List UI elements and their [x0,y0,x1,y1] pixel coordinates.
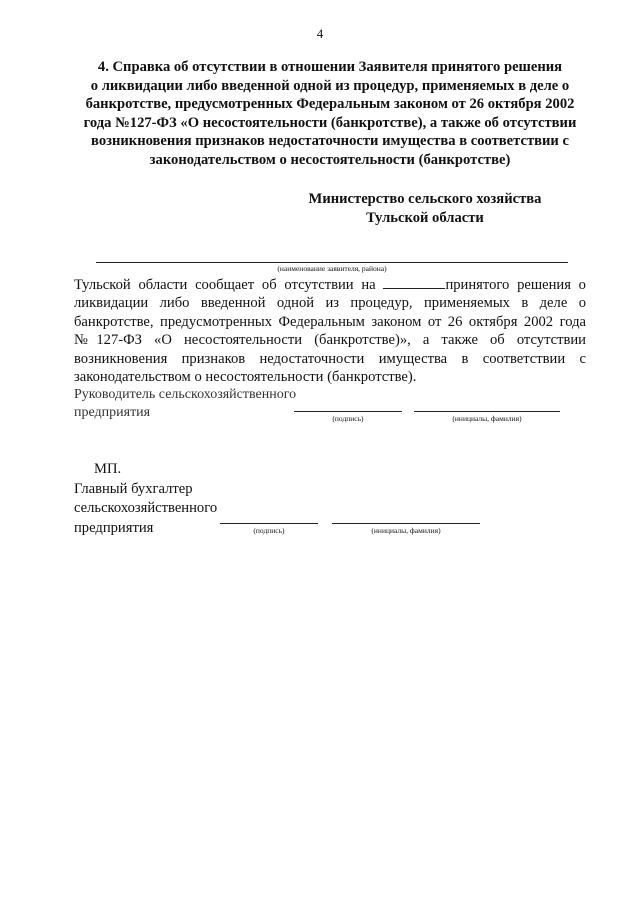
certificate-body [74,276,586,386]
stamp-label: МП. [94,461,122,477]
addressee-line-1: Министерство сельского хозяйства [308,191,542,207]
heading-line: о ликвидации либо введенной одной из процедур, применяемых в деле о [90,77,570,94]
body-text-end: принятого решения о ликвидации либо введенной одной из процедур, применяемых в деле о банкротстве, предусмотренных Федеральным законом от 26 октября 2002 года №127-ФЗ «О несостоятельности (банкротстве)», а также об отсутствии возникновения признаков недостаточности имущества в соответствии с законодательством о несостоятельности (банкротстве). [74,277,586,386]
head-name-caption: (инициалы, фамилия) [452,414,522,423]
accountant-name-caption: (инициалы, фамилия) [371,526,441,535]
document-heading [72,58,588,170]
head-signature-label [74,386,296,422]
heading-line: 4. Справка об отсутствии в отношении Заявителя принятого решения [97,59,563,75]
accountant-signature-caption: (подпись) [253,526,285,535]
heading-line: года №127-ФЗ «О несостоятельности (банкротстве), а также об отсутствии [83,114,577,131]
heading-line: возникновения признаков недостаточности имущества в соответствии с [91,133,569,150]
head-name-line[interactable] [414,411,560,412]
applicant-name-field[interactable] [96,262,568,263]
head-signature-line[interactable] [294,411,402,412]
date-blank-field[interactable] [383,276,445,289]
accountant-name-line[interactable] [332,523,480,524]
heading-line: банкротстве, предусмотренных Федеральным законом от 26 октября 2002 [85,96,575,113]
head-signature-caption: (подпись) [332,414,364,423]
accountant-label-line-2: сельскохозяйственного [74,500,218,517]
head-label-line-1: Руководитель сельскохозяйственного [74,387,297,402]
addressee [290,190,560,228]
heading-line: законодательством о несостоятельности (банкротстве) [149,151,511,168]
body-text-start: Тульской области сообщает об отсутствии на [74,277,384,293]
applicant-caption: (наименование заявителя, района) [277,264,387,273]
page-number: 4 [316,26,324,41]
head-label-line-2: предприятия [74,405,151,420]
accountant-label-line-1: Главный бухгалтер [74,480,193,497]
accountant-signature-line[interactable] [220,523,318,524]
accountant-label-line-3: предприятия [74,519,154,536]
addressee-line-2: Тульской области [366,210,484,226]
